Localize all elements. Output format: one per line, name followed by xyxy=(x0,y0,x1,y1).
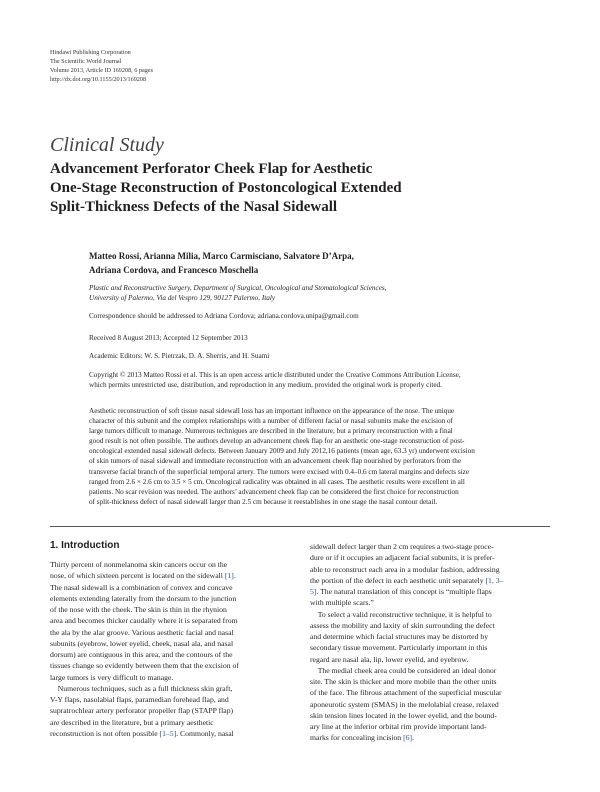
abstract-line: Aesthetic reconstruction of soft tissue nasal sidewall loss has an important influence on the appearance of the nose. The unique xyxy=(89,407,455,415)
body-column-left xyxy=(50,559,294,739)
body-text-line: skin tension lines located in the lower eyelid, and the bound- xyxy=(310,710,497,720)
body-text-line: marks for concealing incision [6]. xyxy=(310,733,414,743)
author-line: Adriana Cordova, and Francesco Moschella xyxy=(89,265,259,275)
body-text-line: aponeurotic system (SMAS) in the melolabial crease, relaxed xyxy=(310,699,499,709)
body-text-line: dorsum) are contiguous in this area, and the contours of the xyxy=(50,650,233,659)
academic-editors: Academic Editors: W. S. Pietrzak, D. A. Sherris, and H. Suami xyxy=(89,352,270,360)
body-text-line: of the face. The fibrous attachment of the superficial muscular xyxy=(310,688,502,698)
abstract-line: of skin tumors of nasal sidewall and immediate reconstruction with an advancement cheek flap nourished by perforators from the xyxy=(89,457,462,466)
citation-link[interactable]: [1] xyxy=(224,571,234,581)
body-text-line: supratrochlear artery perforator propeller flap (STAPP flap) xyxy=(50,706,234,716)
author-list xyxy=(89,249,559,277)
body-text-line: area and becomes thicker caudally where it is separated from xyxy=(50,616,238,626)
citation-link[interactable]: [1–5] xyxy=(159,728,177,738)
header-publisher: Hindawi Publishing Corporation xyxy=(50,49,131,56)
body-text-line: Numerous techniques, such as a full thickness skin graft, xyxy=(50,683,233,693)
affiliation-line: Plastic and Reconstructive Surgery, Department of Surgical, Oncological and Stomatological Sciences, xyxy=(89,284,387,292)
body-text-line: the portion of the defect in each aesthetic unit separately [1, 3– xyxy=(310,575,504,585)
copyright-line: Copyright © 2013 Matteo Rossi et al. This is an open access article distributed under the Creative Commons Attribution License, xyxy=(89,371,461,379)
body-text-line: dure or if it occupies an adjacent facial subunits, it is prefer- xyxy=(310,553,495,563)
received-date: Received 8 August 2013; Accepted 12 September 2013 xyxy=(89,334,248,342)
body-text-line: with multiple scars.” xyxy=(310,598,374,608)
body-text-line: site. The skin is thicker and more mobile than the other units xyxy=(310,677,497,686)
body-text-line: 5]. The natural translation of this concept is “multiple flaps xyxy=(310,587,492,596)
abstract-line: transverse facial branch of the superficial temporal artery. The tumors were excised with 0.4–0.6 cm lateral margins and defects size xyxy=(89,467,470,476)
title-line: Split-Thickness Defects of the Nasal Sidewall xyxy=(50,199,338,215)
body-text-line: ary line at the inferior orbital rim provide important land- xyxy=(310,722,487,731)
body-text-line: V-Y flaps, nasolabial flaps, paramedian forehead flap, and xyxy=(50,695,229,704)
body-text-line: elements extending laterally from the dorsum to the junction xyxy=(50,593,237,603)
article-type: Clinical Study xyxy=(50,134,164,156)
section-heading-introduction: 1. Introduction xyxy=(50,540,120,551)
copyright-line: which permits unrestricted use, distribution, and reproduction in any medium, provided the original work is properly cited. xyxy=(89,381,442,389)
body-text-line: subunits (eyebrow, lower eyelid, cheek, nasal ala, and nasal xyxy=(50,638,234,648)
article-title xyxy=(50,160,520,217)
body-text-line: nose, of which sixteen percent is located on the sidewall [1]. xyxy=(50,571,236,581)
abstract-line: character of this subunit and the complex relationships with a number of different facial or nasal subunits make the excision of xyxy=(89,417,453,426)
body-text-line: are described in the literature, but a primary aesthetic xyxy=(50,717,214,727)
header-volume: Volume 2013, Article ID 169208, 6 pages xyxy=(50,67,153,74)
abstract-line: oncological extended nasal sidewall defects. Between January 2009 and July 2012,16 patients (mean age, 63.3 yr) underwent excision xyxy=(89,447,475,456)
affiliation xyxy=(89,283,387,303)
body-text-line: Thirty percent of nonmelanoma skin cancers occur on the xyxy=(50,560,228,569)
body-text-line: assess the mobility and laxity of skin surrounding the defect xyxy=(310,620,495,630)
section-divider xyxy=(50,526,550,527)
abstract-line: good result is not often possible. The authors develop an advancement cheek flap for an aesthetic one-stage reconstruction of post- xyxy=(89,437,465,446)
body-text-line: and determine which facial structures may be distorted by xyxy=(310,632,489,641)
copyright-notice xyxy=(89,370,461,390)
body-text-line: The medial cheek area could be considered an ideal donor xyxy=(310,665,497,675)
abstract xyxy=(89,406,550,507)
affiliation-line: University of Palermo, Via del Vespro 129, 90127 Palermo, Italy xyxy=(89,294,276,302)
abstract-line: of split-thickness defect of nasal sidewall larger than 2.5 cm because it reestablishes in one stage the nasal contour detail. xyxy=(89,497,438,506)
citation-link[interactable]: [1, 3– xyxy=(485,575,504,585)
body-text-line: sidewall defect larger than 2 cm requires a two-stage proce- xyxy=(310,542,494,551)
body-text-line: of the nose with the cheek. The skin is thin in the rhynion xyxy=(50,605,227,614)
header-doi[interactable]: http://dx.doi.org/10.1155/2013/169208 xyxy=(50,76,147,83)
author-line: Matteo Rossi, Arianna Milia, Marco Carmisciano, Salvatore D’Arpa, xyxy=(89,251,354,261)
abstract-line: large tumors difficult to manage. Numerous techniques are described in the literature, but a primary reconstruction with a final xyxy=(89,427,453,436)
body-text-line: tissues change so evidently between them that the excision of xyxy=(50,661,239,671)
title-line: Advancement Perforator Cheek Flap for Aesthetic xyxy=(50,161,373,177)
correspondence: Correspondence should be addressed to Adriana Cordova; adriana.cordova.unipa@gmail.com xyxy=(89,312,359,320)
citation-link[interactable]: [6] xyxy=(403,733,413,743)
body-text-line: secondary tissue movement. Particularly important in this xyxy=(310,643,488,653)
header-journal: The Scientific World Journal xyxy=(50,58,122,65)
body-text-line: large tumors is very difficult to manage. xyxy=(50,672,174,682)
body-text-line: regard are nasal ala, lip, lower eyelid, and eyebrow. xyxy=(310,654,469,664)
body-column-right xyxy=(310,541,554,744)
body-text-line: the ala by the alar groove. Various aesthetic facial and nasal xyxy=(50,627,234,637)
abstract-line: patients. No scar revision was needed. The authors’ advancement cheek flap can be considered the first choice for reconstruction xyxy=(89,487,459,496)
body-text-line: able to reconstruct each area in a modular fashion, addressing xyxy=(310,564,500,574)
abstract-line: ranged from 2.6 × 2.6 cm to 3.5 × 5 cm. Oncological radicality was obtained in all cases. The aesthetic results were excellent in all xyxy=(89,477,465,486)
journal-header xyxy=(50,48,153,84)
title-line: One-Stage Reconstruction of Postoncological Extended xyxy=(50,180,402,196)
citation-link[interactable]: 5] xyxy=(310,587,317,596)
body-text-line: To select a valid reconstructive technique, it is helpful to xyxy=(310,609,492,619)
body-text-line: The nasal sidewall is a combination of convex and concave xyxy=(50,582,233,592)
body-text-line: reconstruction is not often possible [1–5]. Commonly, nasal xyxy=(50,728,234,738)
